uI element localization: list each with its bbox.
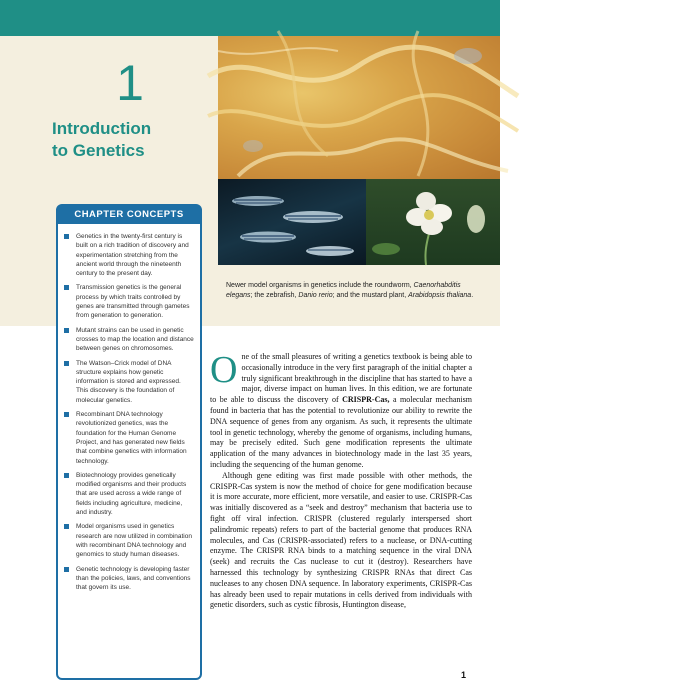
concept-text: Recombinant DNA technology revolutionized genetics, was the foundation for the Human Genome Project, and has generated new fields that combine genetics with information technology. — [76, 411, 187, 465]
chapter-number: 1 — [116, 55, 144, 111]
square-bullet-icon — [64, 285, 69, 290]
square-bullet-icon — [64, 412, 69, 417]
paragraph-text: ne of the small pleasures of writing a genetics textbook is being able to occasionally introduce in the very first paragraph of the initial chapter a truly significant breakthrough in the discipline that has started to have a major, diverse impact on human lives. In this edition, we are fortunate to be able to discuss the discovery of — [210, 352, 472, 405]
caption-text: ; and the mustard plant, — [332, 291, 409, 299]
square-bullet-icon — [64, 524, 69, 529]
concept-item — [64, 565, 194, 593]
concept-text: Mutant strains can be used in genetic crosses to map the location and distance between genes on chromosomes. — [76, 326, 194, 353]
concept-text: Biotechnology provides genetically modified organisms and their products that are used across a wide range of fields including agriculture, medicine, and industry. — [76, 471, 187, 517]
concept-text: Model organisms used in genetics research are now utilized in combination with recombinant DNA technology and genomics to study human diseases. — [76, 523, 192, 559]
watermark-subtitle: PUBLICATION — [607, 123, 669, 129]
concept-item — [64, 359, 194, 405]
body-text — [210, 349, 472, 611]
concept-text: Transmission genetics is the general process by which traits controlled by genes are transmitted through gametes from generation to generation. — [76, 284, 190, 320]
header-band — [0, 0, 500, 36]
caption-text: ; the zebrafish, — [250, 291, 299, 299]
caption-text: . — [471, 291, 474, 299]
chapter-concepts-box — [56, 204, 202, 680]
chapter-title-line1: Introduction — [52, 119, 152, 138]
figure-caption — [226, 281, 488, 300]
roundworm-photo — [218, 36, 669, 179]
concept-list — [58, 224, 200, 592]
page-number: 1 — [460, 670, 466, 680]
caption-text: Newer model organisms in genetics include the roundworm, — [226, 282, 414, 289]
body-paragraph-2: Although gene editing was first made possible with other methods, the CRISPR-Cas system is now the method of choice for gene modification because it is more accurate, more efficient, more versatile, and easier to use. CRISPR-Cas was initially discovered as a “seek and destroy” mechanism that bacteria use to fight off viral infection. CRISPR (clustered regularly interspersed short palindromic repeats) refers to part of the bacterial genome that produces RNA molecules, and Cas (CRISPR-associated) refers to a nuclease, or DNA-cutting enzyme. The CRISPR RNA binds to a matching sequence in the viral DNA (seek) and recruits the Cas nuclease to cut it (destroy). Researchers have harnessed this technology by synthesizing CRISPR RNAs that direct Cas nucleases to any chosen DNA sequence. In laboratory experiments, CRISPR-Cas has already been used to repair mutations in cells derived from individuals with genetic disorders, such as cystic fibrosis, Huntington disease, — [210, 470, 472, 610]
roundworm-illustration — [218, 36, 500, 179]
concept-item — [64, 471, 194, 517]
concept-item — [64, 326, 194, 354]
square-bullet-icon — [64, 328, 69, 333]
publisher-watermark — [588, 114, 688, 129]
paragraph-text: a molecular mechanism found in bacteria that has the potential to revolutionize our ability to rewrite the DNA sequence of genes from any organism. As such, it represents the ultimate tool in genetic technology, whereby the genome of organisms, including humans, may be precisely edited. Such gene modification represents the ultimate application of the many advances in biotechnology made in the last 35 years, including the sequencing of the human genome. — [210, 395, 472, 469]
zebrafish-photo — [218, 179, 366, 265]
caption-species-zebrafish: Danio rerio — [298, 291, 333, 299]
square-bullet-icon — [64, 473, 69, 478]
mustard-plant-photo — [366, 179, 500, 265]
chapter-title — [52, 118, 212, 162]
concept-item — [64, 410, 194, 466]
concept-text: Genetics in the twenty-first century is built on a rich tradition of discovery and experimentation stretching from the ancient world through the nineteenth century to the present day. — [76, 233, 189, 278]
concept-item — [64, 283, 194, 320]
caption-species-roundworm: Caenorhabditis elegans — [226, 282, 461, 299]
concept-text: The Watson–Crick model of DNA structure explains how genetic information is stored and expressed. This discovery is the foundation of molecular genetics. — [76, 359, 181, 404]
caption-species-mustard: Arabidopsis thaliana — [408, 291, 472, 299]
leaf-logo-icon — [588, 114, 688, 140]
chapter-concepts-header: CHAPTER CONCEPTS — [58, 206, 200, 224]
chapter-title-line2: to Genetics — [52, 141, 145, 160]
key-term-crispr: CRISPR-Cas, — [342, 395, 390, 405]
flower-illustration — [366, 179, 500, 265]
concept-item — [64, 232, 194, 278]
watermark-name: JAFARI ROWIN — [609, 114, 667, 121]
drop-cap: O — [210, 349, 238, 391]
square-bullet-icon — [64, 361, 69, 366]
concept-item — [64, 522, 194, 559]
square-bullet-icon — [64, 567, 69, 572]
zebrafish-illustration — [218, 179, 366, 265]
square-bullet-icon — [64, 234, 69, 239]
body-paragraph-1 — [210, 349, 472, 471]
concept-text: Genetic technology is developing faster than the policies, laws, and conventions that govern its use. — [76, 565, 191, 592]
